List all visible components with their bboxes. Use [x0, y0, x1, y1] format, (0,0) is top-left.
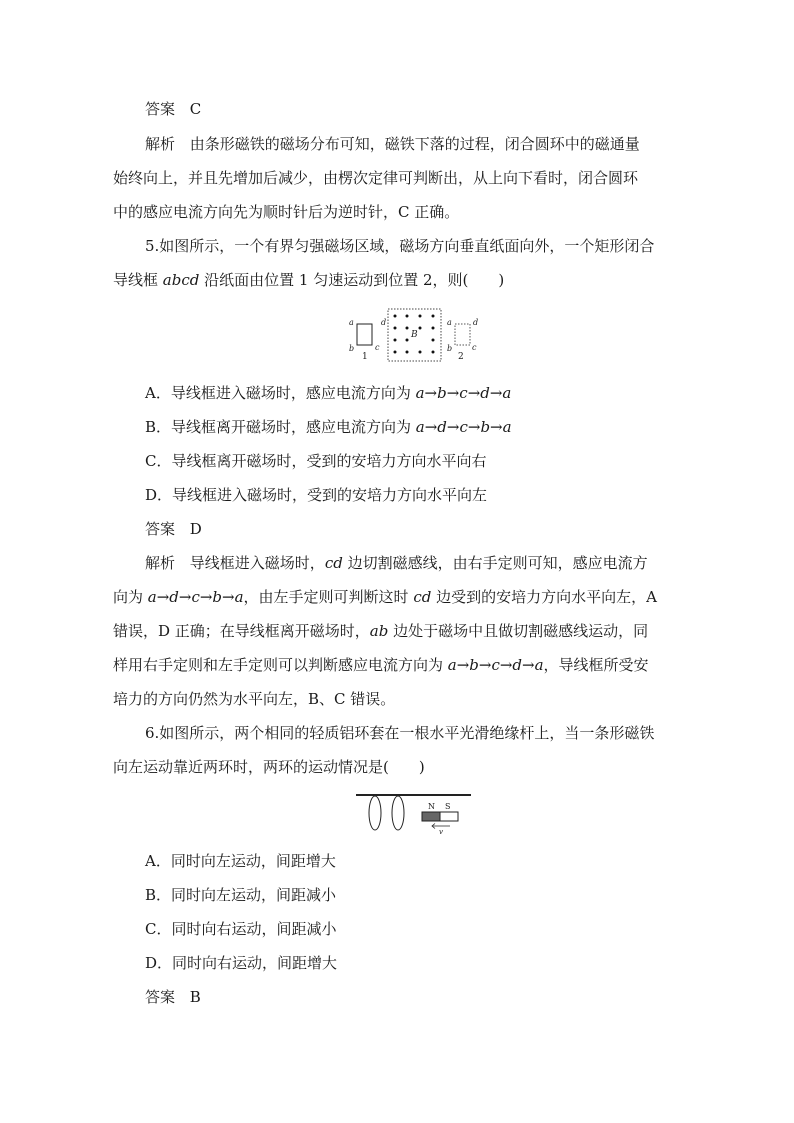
q4-analysis-line-2: 始终向上，并且先增加后减少，由楞次定律可判断出，从上向下看时，闭合圆环 — [113, 169, 639, 187]
q5-option-a — [145, 383, 685, 403]
q4-answer — [145, 99, 685, 119]
q5-analysis-line-3 — [113, 621, 683, 641]
q6-option-a: A．同时向左运动，间距增大 — [145, 852, 336, 870]
option-text: B．导线框离开磁场时，感应电流方向为 — [145, 418, 416, 436]
q6-stem-line-2: 向左运动靠近两环时，两环的运动情况是( ) — [113, 758, 425, 776]
option-expr: a→d→c→b→a — [415, 418, 512, 436]
answer-label: 答案 — [145, 520, 176, 538]
magnet-n-label: N — [428, 802, 435, 811]
q4-analysis-line-3: 中的感应电流方向先为顺时针后为逆时针，C 正确。 — [113, 203, 460, 221]
analysis-text: 由条形磁铁的磁场分布可知，磁铁下落的过程，闭合圆环中的磁通量 — [189, 135, 640, 153]
corner-c-2: c — [472, 343, 477, 352]
analysis-expr: a→d→c→b→a — [147, 588, 244, 606]
stem-text: 沿纸面由位置 1 匀速运动到位置 2，则( ) — [199, 271, 505, 289]
q5-option-b — [145, 417, 685, 437]
frame-position-1 — [357, 324, 372, 345]
analysis-text: ，导线框所受安 — [543, 656, 649, 674]
magnet-s-label: S — [445, 802, 451, 811]
analysis-text: 导线框进入磁场时， — [189, 554, 325, 572]
q5-analysis-line-2 — [113, 587, 683, 607]
corner-d-2: d — [473, 318, 479, 327]
q5-answer — [145, 519, 685, 539]
corner-d-1: d — [381, 318, 387, 327]
analysis-label: 解析 — [145, 554, 176, 572]
q6-option-b: B．同时向左运动，间距减小 — [145, 886, 337, 904]
q5-stem-line-2 — [113, 270, 683, 290]
analysis-text: 边切割磁感线，由右手定则可知，感应电流方 — [342, 554, 648, 572]
magnet-s-pole — [440, 812, 458, 821]
answer-label: 答案 — [145, 100, 176, 118]
corner-c-1: c — [375, 343, 380, 352]
analysis-text: 边处于磁场中且做切割磁感线运动，同 — [388, 622, 649, 640]
q5-option-d: D．导线框进入磁场时，受到的安培力方向水平向左 — [145, 486, 488, 504]
field-label-b: B — [411, 330, 418, 340]
q4-analysis-line-1 — [145, 134, 685, 154]
aluminum-ring-right — [392, 796, 404, 830]
frame-name: abcd — [162, 271, 200, 289]
q6-option-c: C．同时向右运动，间距减小 — [145, 920, 337, 938]
aluminum-ring-left — [369, 796, 381, 830]
analysis-text: 错误，D 正确；在导线框离开磁场时， — [113, 622, 370, 640]
option-text: A．导线框进入磁场时，感应电流方向为 — [145, 384, 416, 402]
q5-analysis-line-5: 培力的方向仍然为水平向左，B、C 错误。 — [113, 690, 396, 708]
corner-b-1: b — [349, 344, 355, 353]
magnet-n-pole — [422, 812, 440, 821]
velocity-label: v — [439, 828, 443, 835]
q5-option-c: C．导线框离开磁场时，受到的安培力方向水平向右 — [145, 452, 487, 470]
frame-position-2 — [455, 324, 470, 345]
corner-b-2: b — [447, 344, 453, 353]
position-2-label: 2 — [458, 352, 464, 362]
q5-stem-line-1: 5.如图所示，一个有界匀强磁场区域，磁场方向垂直纸面向外，一个矩形闭合 — [145, 237, 655, 255]
analysis-text: 边受到的安培力方向水平向左，A — [431, 588, 657, 606]
analysis-expr: a→b→c→d→a — [447, 656, 544, 674]
stem-text: 导线框 — [113, 271, 163, 289]
answer-value: D — [189, 520, 202, 538]
q6-figure — [354, 791, 474, 835]
edge-name: ab — [369, 622, 389, 640]
q6-option-d: D．同时向右运动，间距增大 — [145, 954, 338, 972]
analysis-text: ，由左手定则可判断这时 — [243, 588, 414, 606]
q5-analysis-line-4 — [113, 655, 683, 675]
corner-a-1: a — [349, 318, 354, 327]
edge-name: cd — [324, 554, 343, 572]
answer-value: C — [189, 100, 202, 118]
option-expr: a→b→c→d→a — [415, 384, 512, 402]
answer-value: B — [189, 988, 201, 1006]
q6-answer — [145, 987, 685, 1007]
analysis-label: 解析 — [145, 135, 176, 153]
analysis-text: 向为 — [113, 588, 148, 606]
analysis-text: 样用右手定则和左手定则可以判断感应电流方向为 — [113, 656, 448, 674]
q6-stem-line-1: 6.如图所示，两个相同的轻质铝环套在一根水平光滑绝缘杆上，当一条形磁铁 — [145, 724, 655, 742]
corner-a-2: a — [447, 318, 452, 327]
position-1-label: 1 — [362, 352, 368, 362]
q5-analysis-line-1 — [145, 553, 685, 573]
answer-label: 答案 — [145, 988, 176, 1006]
q5-figure — [344, 307, 484, 365]
edge-name: cd — [413, 588, 432, 606]
